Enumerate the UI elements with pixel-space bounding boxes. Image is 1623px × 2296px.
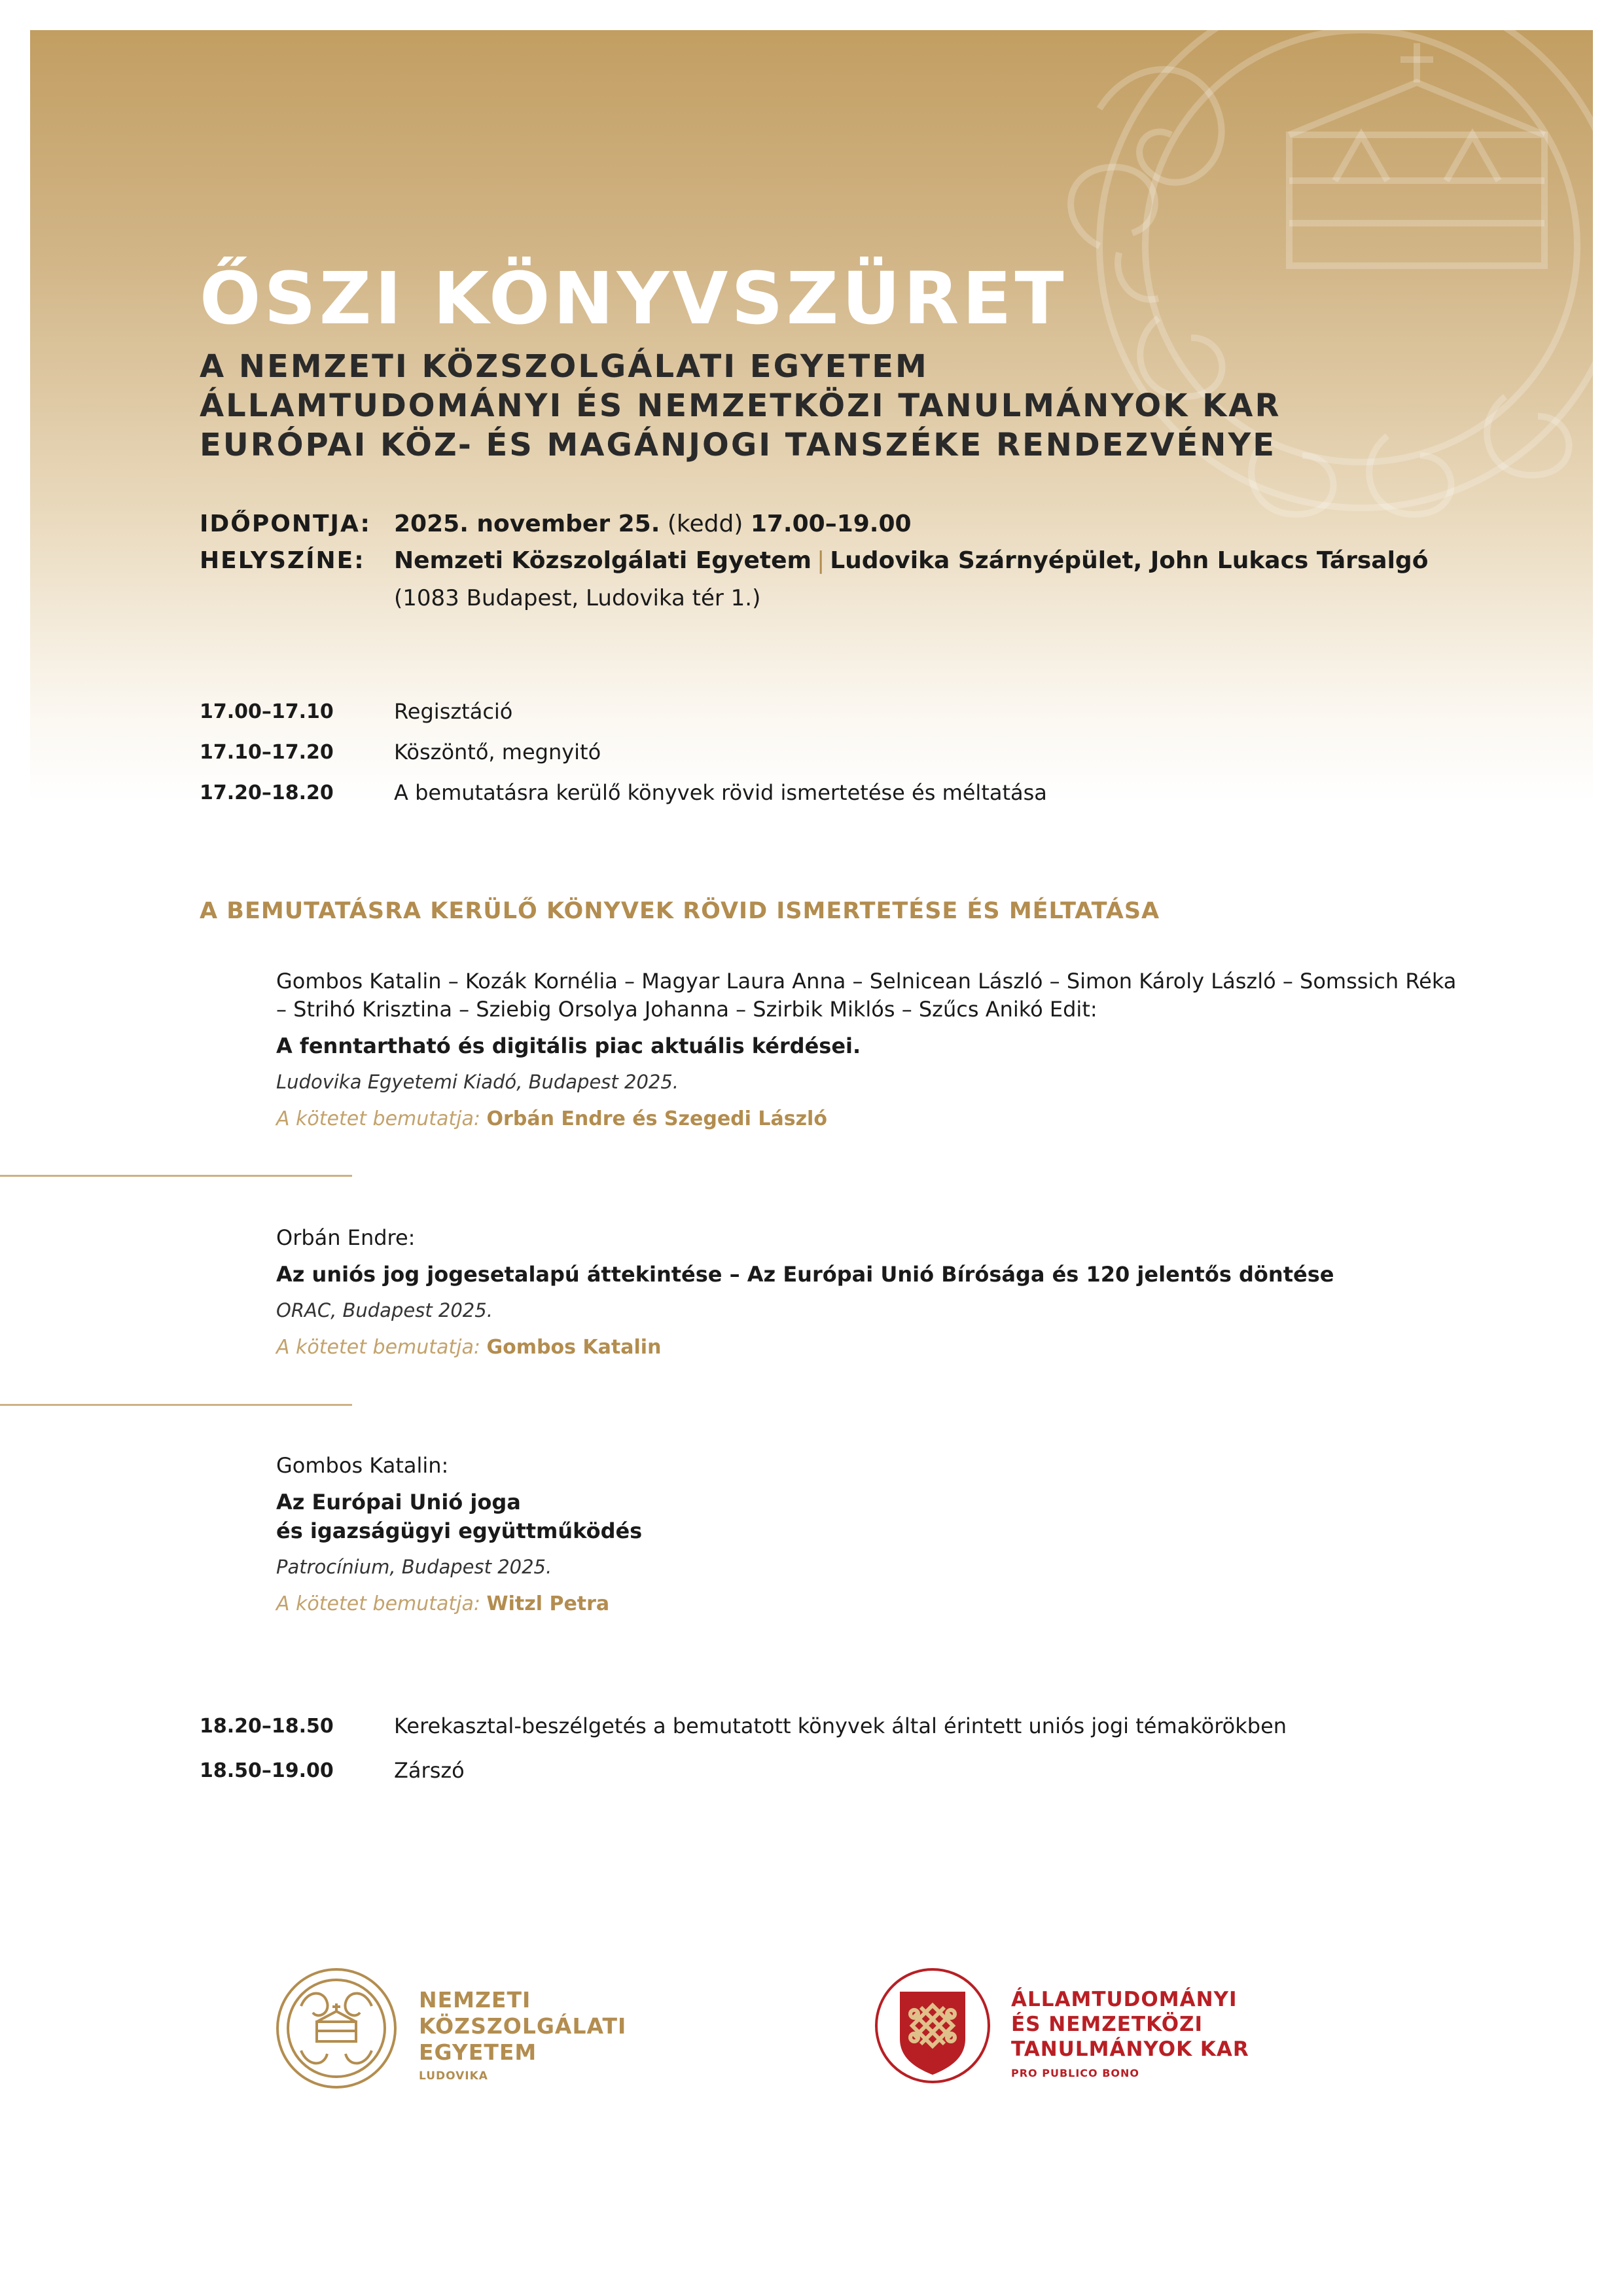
date-day: (kedd) bbox=[667, 511, 743, 537]
book-authors: Gombos Katalin – Kozák Kornélia – Magyar Laura Anna – Selnicean László – Simon Károly László – Somssich Réka – Strihó Krisztina – Sziebig Orsolya Johanna – Szirbik Miklós – Szűcs Anikó Edit: bbox=[276, 969, 1457, 1022]
program-time: 17.10–17.20 bbox=[200, 741, 334, 764]
ank-logo-line: ÉS NEMZETKÖZI bbox=[1011, 2013, 1204, 2036]
books-section-title: A BEMUTATÁSRA KERÜLŐ KÖNYVEK RÖVID ISMERTETÉSE ÉS MÉLTATÁSA bbox=[200, 898, 1160, 924]
book-publisher: Patrocínium, Budapest 2025. bbox=[276, 1556, 552, 1578]
ank-logo-line: TANULMÁNYOK KAR bbox=[1011, 2037, 1249, 2061]
book-title-line: Az Európai Unió joga bbox=[276, 1490, 521, 1515]
date-text: 2025. november 25. bbox=[394, 511, 660, 537]
program-item: Köszöntő, megnyitó bbox=[394, 740, 601, 764]
place-separator: | bbox=[817, 547, 825, 574]
place-value bbox=[394, 547, 1428, 574]
subtitle-line-1: A NEMZETI KÖZSZOLGÁLATI EGYETEM bbox=[200, 348, 929, 385]
place-venue: Nemzeti Közszolgálati Egyetem bbox=[394, 547, 812, 574]
place-address: (1083 Budapest, Ludovika tér 1.) bbox=[394, 585, 761, 611]
presenter-name: Gombos Katalin bbox=[486, 1336, 662, 1359]
nke-logo-sub: LUDOVIKA bbox=[419, 2070, 488, 2083]
place-room: Ludovika Szárnyépület, John Lukacs Társalgó bbox=[830, 547, 1429, 574]
program-time: 18.50–19.00 bbox=[200, 1759, 334, 1782]
program-item: Regisztáció bbox=[394, 699, 513, 724]
presenter-label: A kötetet bemutatja: bbox=[276, 1107, 480, 1130]
book-title: Az uniós jog jogesetalapú áttekintése – Az Európai Unió Bírósága és 120 jelentős döntése bbox=[276, 1262, 1334, 1287]
book-entry bbox=[276, 967, 1467, 1130]
date-value bbox=[394, 511, 912, 537]
page-title: ŐSZI KÖNYVSZÜRET bbox=[200, 257, 1067, 340]
book-entry bbox=[276, 1452, 1467, 1615]
subtitle-line-3: EURÓPAI KÖZ- ÉS MAGÁNJOGI TANSZÉKE RENDEZVÉNYE bbox=[200, 427, 1277, 463]
book-authors: Gombos Katalin: bbox=[276, 1453, 449, 1478]
program-item: A bemutatásra kerülő könyvek rövid ismertetése és méltatása bbox=[394, 780, 1047, 805]
crest-watermark-icon bbox=[1021, 30, 1593, 567]
place-label: HELYSZÍNE: bbox=[200, 547, 365, 574]
presenter-name: Orbán Endre és Szegedi László bbox=[486, 1107, 827, 1130]
book-title-line: és igazságügyi együttműködés bbox=[276, 1518, 643, 1543]
nke-logo-line: EGYETEM bbox=[419, 2039, 537, 2065]
event-organizer bbox=[200, 347, 1281, 465]
program-item: Kerekasztal-beszélgetés a bemutatott könyvek által érintett uniós jogi témakörökben bbox=[394, 1713, 1287, 1738]
ank-logo-line: ÁLLAMTUDOMÁNYI bbox=[1011, 1988, 1238, 2011]
program-time: 17.00–17.10 bbox=[200, 700, 334, 723]
presenter-label: A kötetet bemutatja: bbox=[276, 1592, 480, 1615]
book-presenter bbox=[276, 1592, 1467, 1615]
book-presenter bbox=[276, 1107, 1467, 1130]
book-title: A fenntartható és digitális piac aktuális kérdései. bbox=[276, 1033, 861, 1058]
university-crest-icon bbox=[275, 1967, 398, 2090]
book-publisher: ORAC, Budapest 2025. bbox=[276, 1299, 493, 1321]
ank-logo-text bbox=[1011, 1987, 1249, 2079]
divider bbox=[0, 1175, 352, 1177]
presenter-name: Witzl Petra bbox=[486, 1592, 610, 1615]
ank-logo-sub: PRO PUBLICO BONO bbox=[1011, 2067, 1139, 2079]
book-publisher: Ludovika Egyetemi Kiadó, Budapest 2025. bbox=[276, 1071, 679, 1093]
program-time: 17.20–18.20 bbox=[200, 781, 334, 804]
book-authors: Orbán Endre: bbox=[276, 1225, 416, 1250]
program-time: 18.20–18.50 bbox=[200, 1715, 334, 1738]
nke-logo-line: KÖZSZOLGÁLATI bbox=[419, 2013, 627, 2039]
date-time: 17.00–19.00 bbox=[750, 511, 912, 537]
program-item: Zárszó bbox=[394, 1758, 465, 1783]
divider bbox=[0, 1404, 352, 1406]
date-label: IDŐPONTJA: bbox=[200, 511, 371, 537]
book-presenter bbox=[276, 1336, 1467, 1359]
book-title bbox=[276, 1488, 1467, 1545]
nke-logo-line: NEMZETI bbox=[419, 1987, 531, 2013]
presenter-label: A kötetet bemutatja: bbox=[276, 1336, 480, 1359]
subtitle-line-2: ÁLLAMTUDOMÁNYI ÉS NEMZETKÖZI TANULMÁNYOK KAR bbox=[200, 387, 1281, 424]
nke-logo-text bbox=[419, 1987, 626, 2083]
book-entry bbox=[276, 1224, 1467, 1359]
faculty-knot-emblem-icon bbox=[874, 1967, 991, 2085]
